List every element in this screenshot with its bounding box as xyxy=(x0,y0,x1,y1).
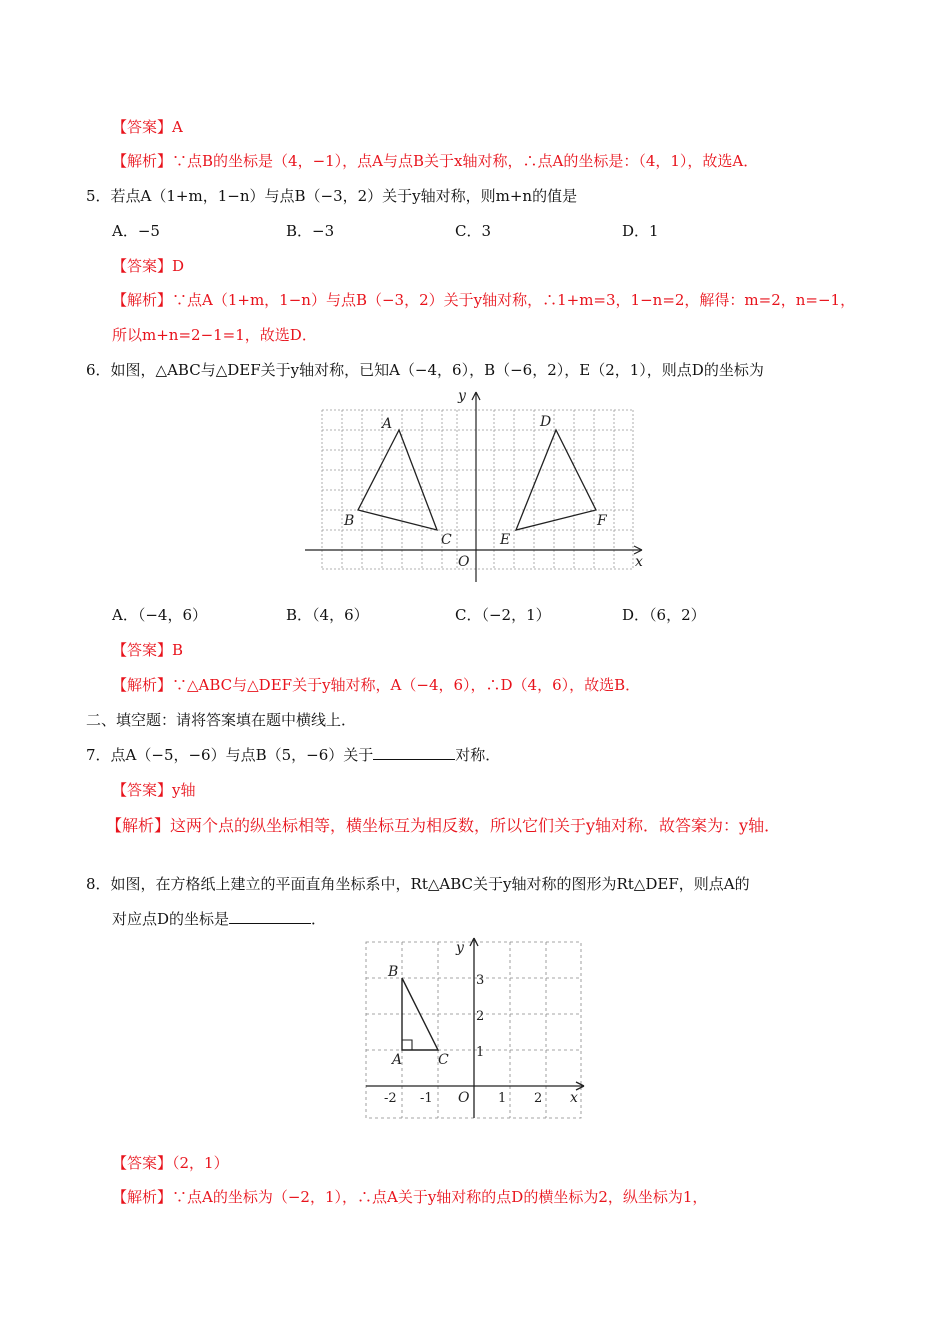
q6-label-o: O xyxy=(458,554,470,570)
q8-label-a: A xyxy=(392,1052,403,1068)
section-2-title: 二、填空题：请将答案填在题中横线上． xyxy=(86,711,357,729)
q6-label-c: C xyxy=(441,532,452,548)
q8-analysis: 【解析】∵点A的坐标为（−2，1），∴点A关于y轴对称的点D的横坐标为2，纵坐标为1， xyxy=(112,1188,708,1206)
q7-blank xyxy=(373,745,455,760)
q6-label-b: B xyxy=(344,513,355,529)
q6-figure xyxy=(300,388,652,584)
q8-tick-y-1: 1 xyxy=(476,1045,485,1060)
q5-analysis-line-2: 所以m+n=2−1=1，故选D． xyxy=(112,326,317,344)
q8-label-o: O xyxy=(458,1090,470,1106)
q6-triangle-def xyxy=(516,430,596,530)
q4-analysis: 【解析】∵点B的坐标是（4，−1），点A与点B关于x轴对称，∴点A的坐标是：（4，1），故选A． xyxy=(112,152,759,170)
q6-answer: 【答案】B xyxy=(112,641,184,659)
q6-option-c: C．（−2，1） xyxy=(455,606,551,624)
q6-option-a: A．（−4，6） xyxy=(112,606,207,624)
q7-stem-after: 对称． xyxy=(455,746,501,764)
q7-stem xyxy=(86,744,500,766)
q8-blank xyxy=(229,909,311,924)
q6-label-a: A xyxy=(382,416,393,432)
q6-analysis: 【解析】∵△ABC与△DEF关于y轴对称，A（−4，6），∴D（4，6），故选B． xyxy=(112,676,641,694)
q6-triangle-abc xyxy=(358,430,437,530)
q7-analysis: 【解析】这两个点的纵坐标相等，横坐标互为相反数，所以它们关于y轴对称．故答案为：y轴． xyxy=(106,816,781,835)
q6-label-d: D xyxy=(540,414,552,430)
q6-label-f: F xyxy=(597,513,607,529)
q8-figure xyxy=(362,934,588,1126)
q8-tick-y-3: 3 xyxy=(476,973,485,988)
q8-label-c: C xyxy=(438,1052,449,1068)
q8-tick-x-neg2: -2 xyxy=(384,1091,397,1106)
q8-label-y: y xyxy=(456,940,464,956)
q5-option-b: B．−3 xyxy=(286,222,335,240)
q8-tick-x-neg1: -1 xyxy=(420,1091,433,1106)
q8-stem-before: 对应点D的坐标是 xyxy=(112,910,230,928)
q6-option-b: B．（4，6） xyxy=(286,606,369,624)
q7-stem-before: 7．点A（−5，−6）与点B（5，−6）关于 xyxy=(86,746,374,764)
q5-analysis-line-1: 【解析】∵点A（1+m，1−n）与点B（−3，2）关于y轴对称，∴1+m=3，1−n=2，解得：m=2，n=−1， xyxy=(112,291,856,309)
q6-stem: 6．如图，△ABC与△DEF关于y轴对称，已知A（−4，6），B（−6，2），E（2，1），则点D的坐标为 xyxy=(86,361,764,379)
q4-answer: 【答案】A xyxy=(112,118,183,136)
q8-label-b: B xyxy=(388,964,399,980)
q8-stem-after: ． xyxy=(311,910,327,928)
q8-tick-y-2: 2 xyxy=(476,1009,485,1024)
q5-option-d: D．1 xyxy=(622,222,659,240)
q8-tick-x-1: 1 xyxy=(498,1091,507,1106)
q8-tick-x-2: 2 xyxy=(534,1091,543,1106)
q6-label-y: y xyxy=(458,388,466,404)
q5-option-c: C．3 xyxy=(455,222,492,240)
q7-answer: 【答案】y轴 xyxy=(112,781,196,799)
q6-label-e: E xyxy=(500,532,511,548)
q8-answer: 【答案】（2，1） xyxy=(112,1154,229,1172)
q8-right-angle-mark xyxy=(402,1040,412,1050)
q8-stem-line-1: 8．如图，在方格纸上建立的平面直角坐标系中，Rt△ABC关于y轴对称的图形为Rt△DEF，则点A的 xyxy=(86,875,750,893)
q8-stem-line-2 xyxy=(112,908,326,930)
q5-option-a: A．−5 xyxy=(112,222,160,240)
q6-option-d: D．（6，2） xyxy=(622,606,706,624)
q5-answer: 【答案】D xyxy=(112,257,185,275)
q8-label-x: x xyxy=(570,1090,578,1106)
q5-stem: 5．若点A（1+m，1−n）与点B（−3，2）关于y轴对称，则m+n的值是 xyxy=(86,187,578,205)
q6-label-x: x xyxy=(635,554,643,570)
